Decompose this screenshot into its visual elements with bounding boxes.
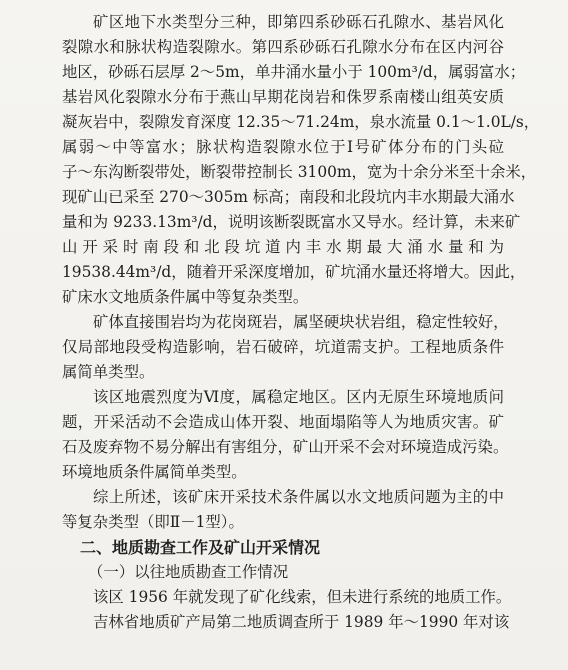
text-line: 环境地质条件属简单类型。: [62, 463, 247, 481]
subsection-heading: （一）以往地质勘查工作情况: [88, 563, 289, 581]
text-line: 矿区地下水类型分三种，即第四系砂砾石孔隙水、基岩风化: [93, 13, 504, 31]
text-line: 吉林省地质矿产局第二地质调查所于 1989 年～1990 年对该: [93, 613, 510, 631]
text-line: 仅局部地段受构造影响，岩石破碎，坑道需支护。工程地质条件: [62, 338, 504, 356]
text-line: 子～东沟断裂带处，断裂带控制长 3100m，宽为十余分米至十余米，: [62, 163, 537, 181]
text-line: 地区，砂砾石层厚 2～5m，单井涌水量小于 100m³/d，属弱富水；: [62, 63, 526, 81]
text-line: 综上所述，该矿床开采技术条件属以水文地质问题为主的中: [93, 488, 504, 506]
text-line: 19538.44m³/d，随着开采深度增加，矿坑涌水量还将增大。因此，: [62, 263, 526, 281]
text-line: 基岩风化裂隙水分布于燕山早期花岗岩和侏罗系南楼山组英安质: [62, 88, 504, 106]
text-line: 矿体直接围岩均为花岗斑岩，属坚硬块状岩组，稳定性较好，: [93, 313, 509, 331]
text-line: 裂隙水和脉状构造裂隙水。第四系砂砾石孔隙水分布在区内河谷: [62, 38, 504, 56]
text-line: 该区 1956 年就发现了矿化线索，但未进行系统的地质工作。: [93, 588, 512, 606]
text-line: 量和为 9233.13m³/d，说明该断裂既富水又导水。经计算，未来矿: [62, 213, 521, 231]
section-heading: 二、地质勘查工作及矿山开采情况: [80, 538, 321, 557]
text-line: 该区地震烈度为Ⅵ度，属稳定地区。区内无原生环境地质问: [93, 388, 504, 406]
text-line: 矿床水文地质条件属中等复杂类型。: [62, 288, 309, 306]
text-line: 属弱～中等富水；脉状构造裂隙水位于Ⅰ号矿体分布的门头砬: [62, 138, 504, 156]
text-line: 等复杂类型（即Ⅱ－1型）。: [62, 513, 244, 531]
document-body: [0, 10, 568, 635]
text-line: 山开采时南段和北段坑道内丰水期最大涌水量和为: [62, 238, 504, 256]
text-line: 属简单类型。: [62, 363, 155, 381]
text-line: 现矿山已采至 270～305m 标高；南段和北段坑内丰水期最大涌水: [62, 188, 515, 206]
text-line: 石及废弃物不易分解出有害组分，矿山开采不会对环境造成污染。: [62, 438, 509, 456]
text-line: 凝灰岩中，裂隙发育深度 12.35～71.24m，泉水流量 0.1～1.0L/s，: [62, 113, 540, 131]
text-line: 题，开采活动不会造成山体开裂、地面塌陷等人为地质灾害。矿: [62, 413, 504, 431]
